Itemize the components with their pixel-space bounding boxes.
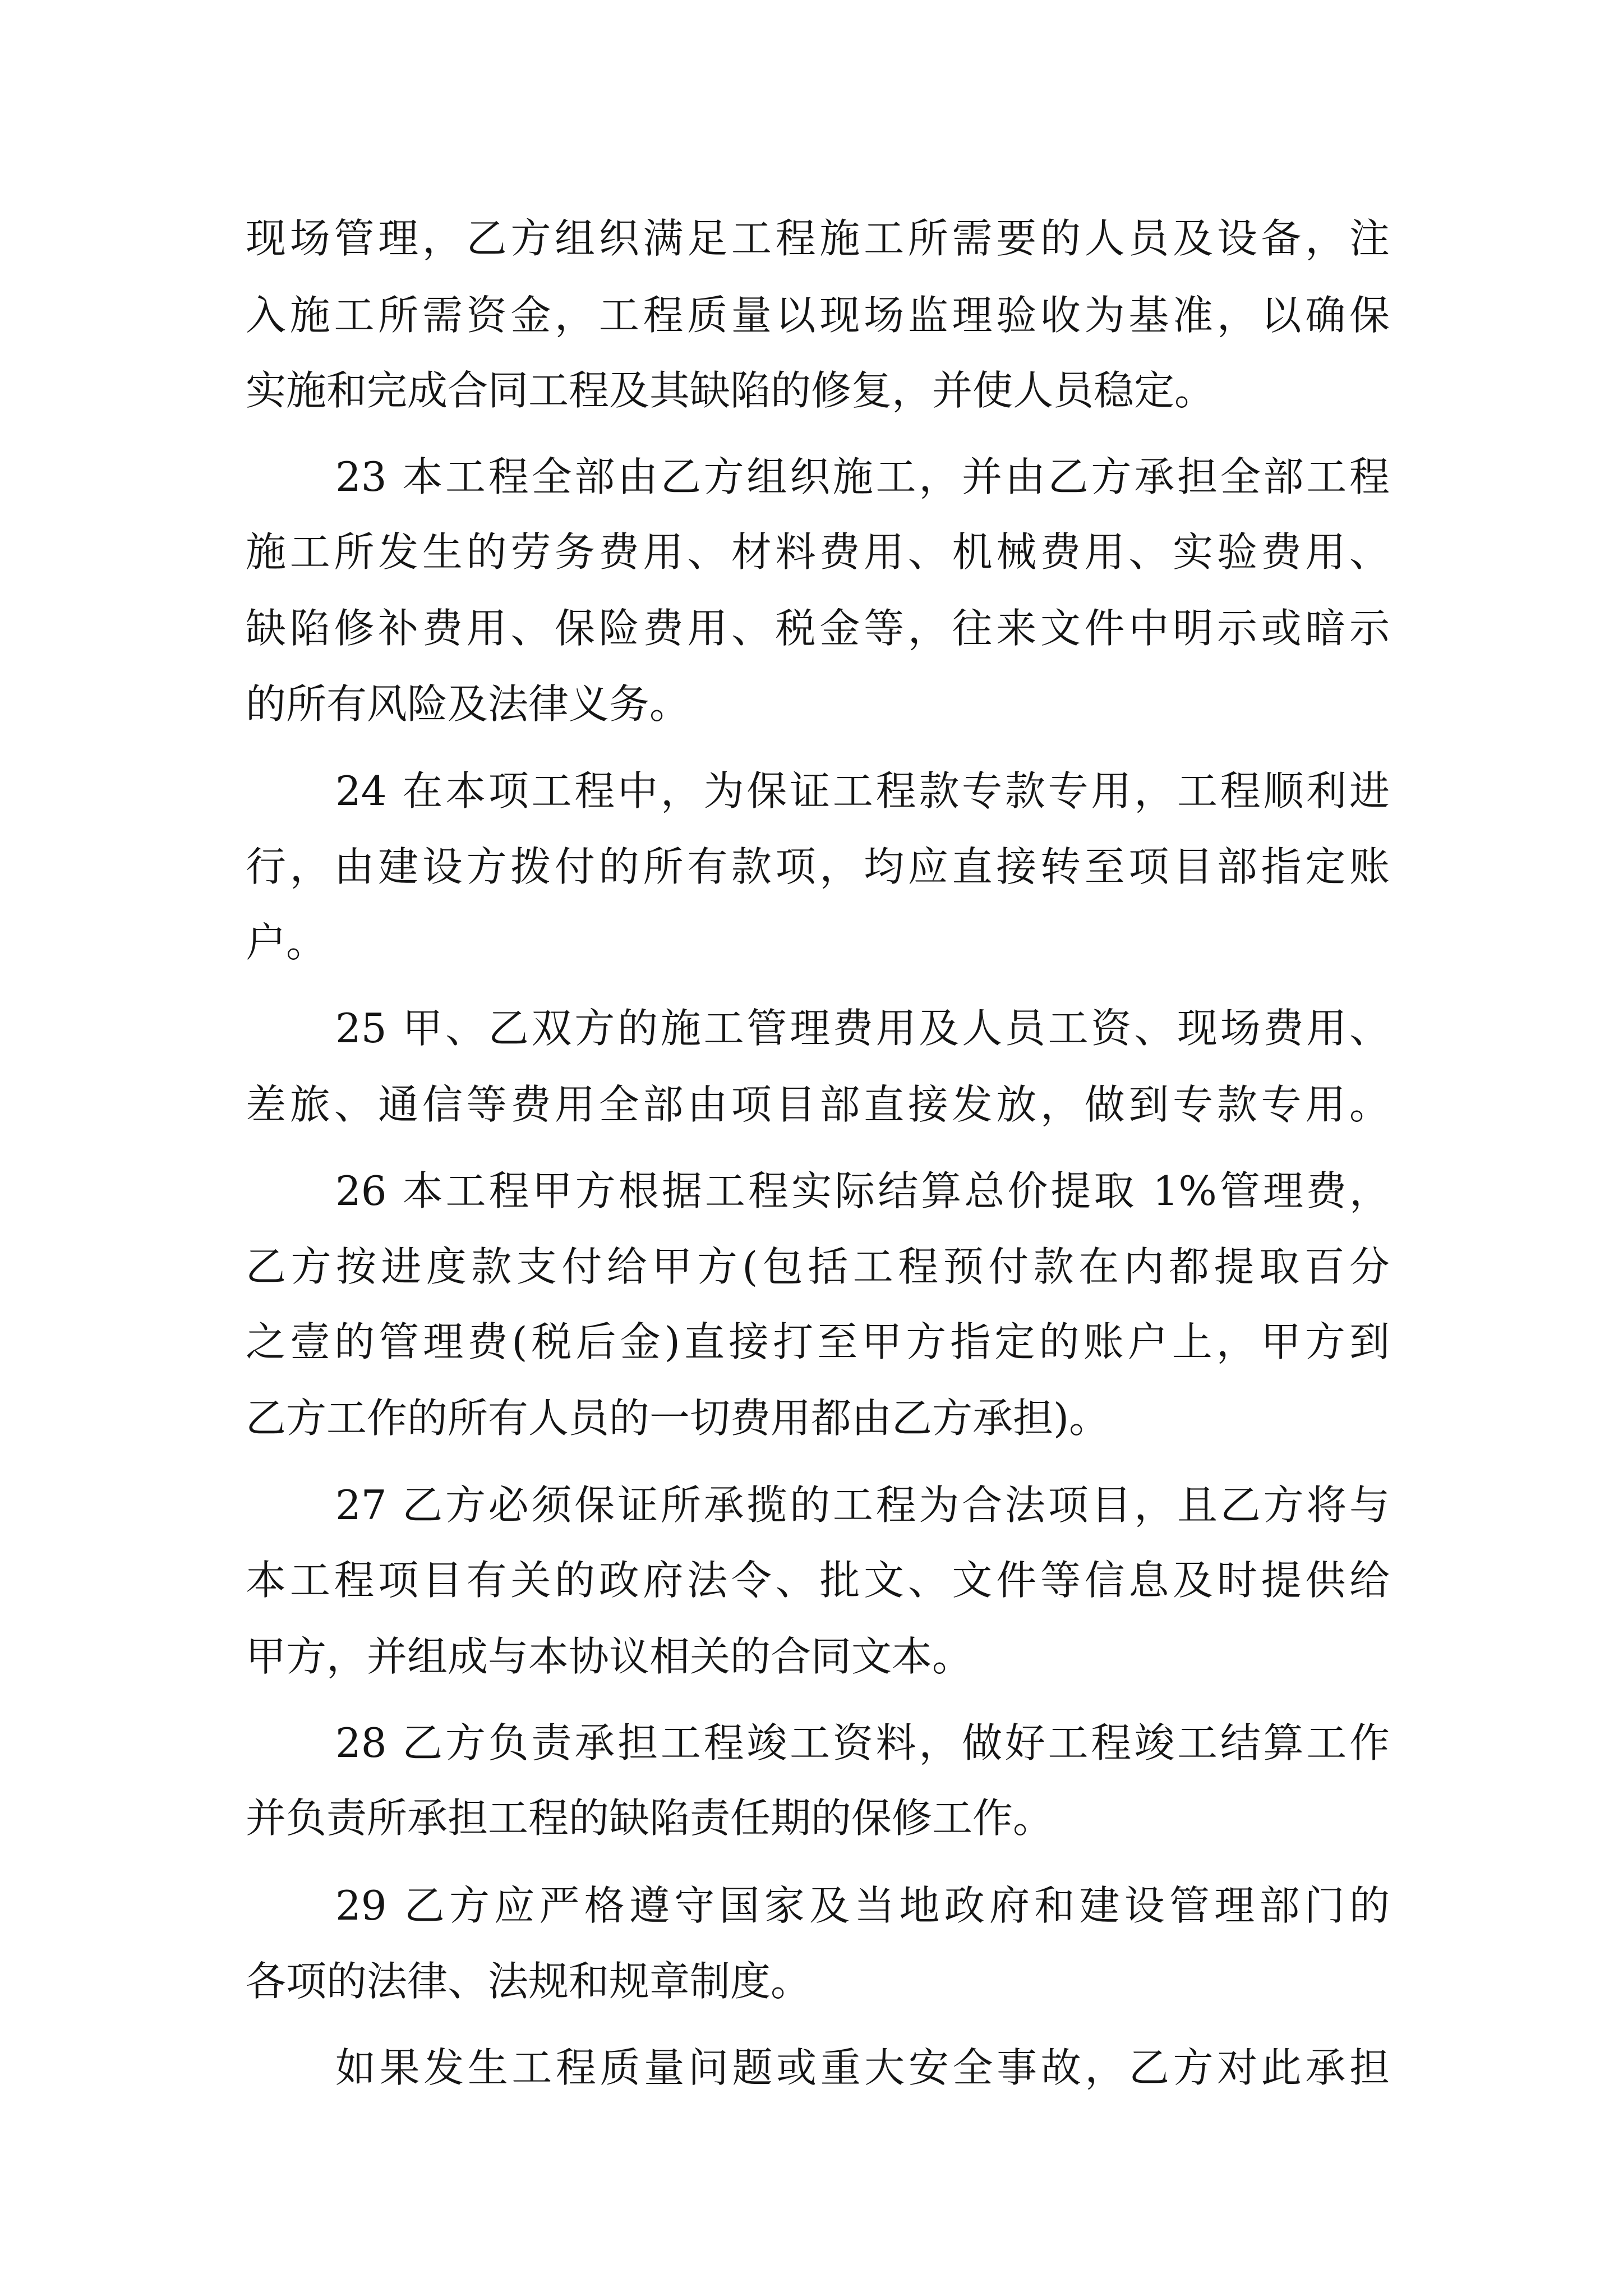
text-line: 乙方工作的所有人员的一切费用都由乙方承担)。 — [246, 1395, 1110, 1442]
paragraph-24-line: 24 在本项工程中，为保证工程款专款专用，工程顺利进 — [335, 767, 1390, 815]
text-line: 缺陷修补费用、保险费用、税金等，往来文件中明示或暗示 — [246, 605, 1390, 652]
paragraph-27-line: 27 乙方必须保证所承揽的工程为合法项目，且乙方将与 — [335, 1481, 1390, 1529]
paragraph-23-line: 23 本工程全部由乙方组织施工，并由乙方承担全部工程 — [335, 453, 1390, 500]
text-line: 差旅、通信等费用全部由项目部直接发放，做到专款专用。 — [246, 1081, 1390, 1128]
text-line: 本工程项目有关的政府法令、批文、文件等信息及时提供给 — [246, 1557, 1390, 1604]
text-line: 之壹的管理费(税后金)直接打至甲方指定的账户上，甲方到 — [246, 1318, 1390, 1365]
text-line: 各项的法律、法规和规章制度。 — [246, 1958, 811, 2005]
paragraph-26-line: 26 本工程甲方根据工程实际结算总价提取 1%管理费， — [335, 1167, 1390, 1214]
text-line: 实施和完成合同工程及其缺陷的修复，并使人员稳定。 — [246, 367, 1215, 414]
text-line: 现场管理，乙方组织满足工程施工所需要的人员及设备，注 — [246, 215, 1390, 262]
paragraph-28-line: 28 乙方负责承担工程竣工资料，做好工程竣工结算工作 — [335, 1719, 1390, 1766]
text-line: 施工所发生的劳务费用、材料费用、机械费用、实验费用、 — [246, 528, 1390, 576]
text-line: 并负责所承担工程的缺陷责任期的保修工作。 — [246, 1795, 1054, 1842]
paragraph-line: 如果发生工程质量问题或重大安全事故，乙方对此承担 — [335, 2044, 1390, 2091]
text-line: 行，由建设方拨付的所有款项，均应直接转至项目部指定账 — [246, 843, 1390, 890]
text-line: 户。 — [246, 919, 327, 966]
paragraph-29-line: 29 乙方应严格遵守国家及当地政府和建设管理部门的 — [335, 1882, 1390, 1929]
text-line: 乙方按进度款支付给甲方(包括工程预付款在内都提取百分 — [246, 1243, 1390, 1290]
text-line: 甲方，并组成与本协议相关的合同文本。 — [246, 1633, 973, 1680]
text-line: 的所有风险及法律义务。 — [246, 680, 690, 728]
paragraph-25-line: 25 甲、乙双方的施工管理费用及人员工资、现场费用、 — [335, 1005, 1390, 1052]
text-line: 入施工所需资金，工程质量以现场监理验收为基准，以确保 — [246, 292, 1390, 339]
